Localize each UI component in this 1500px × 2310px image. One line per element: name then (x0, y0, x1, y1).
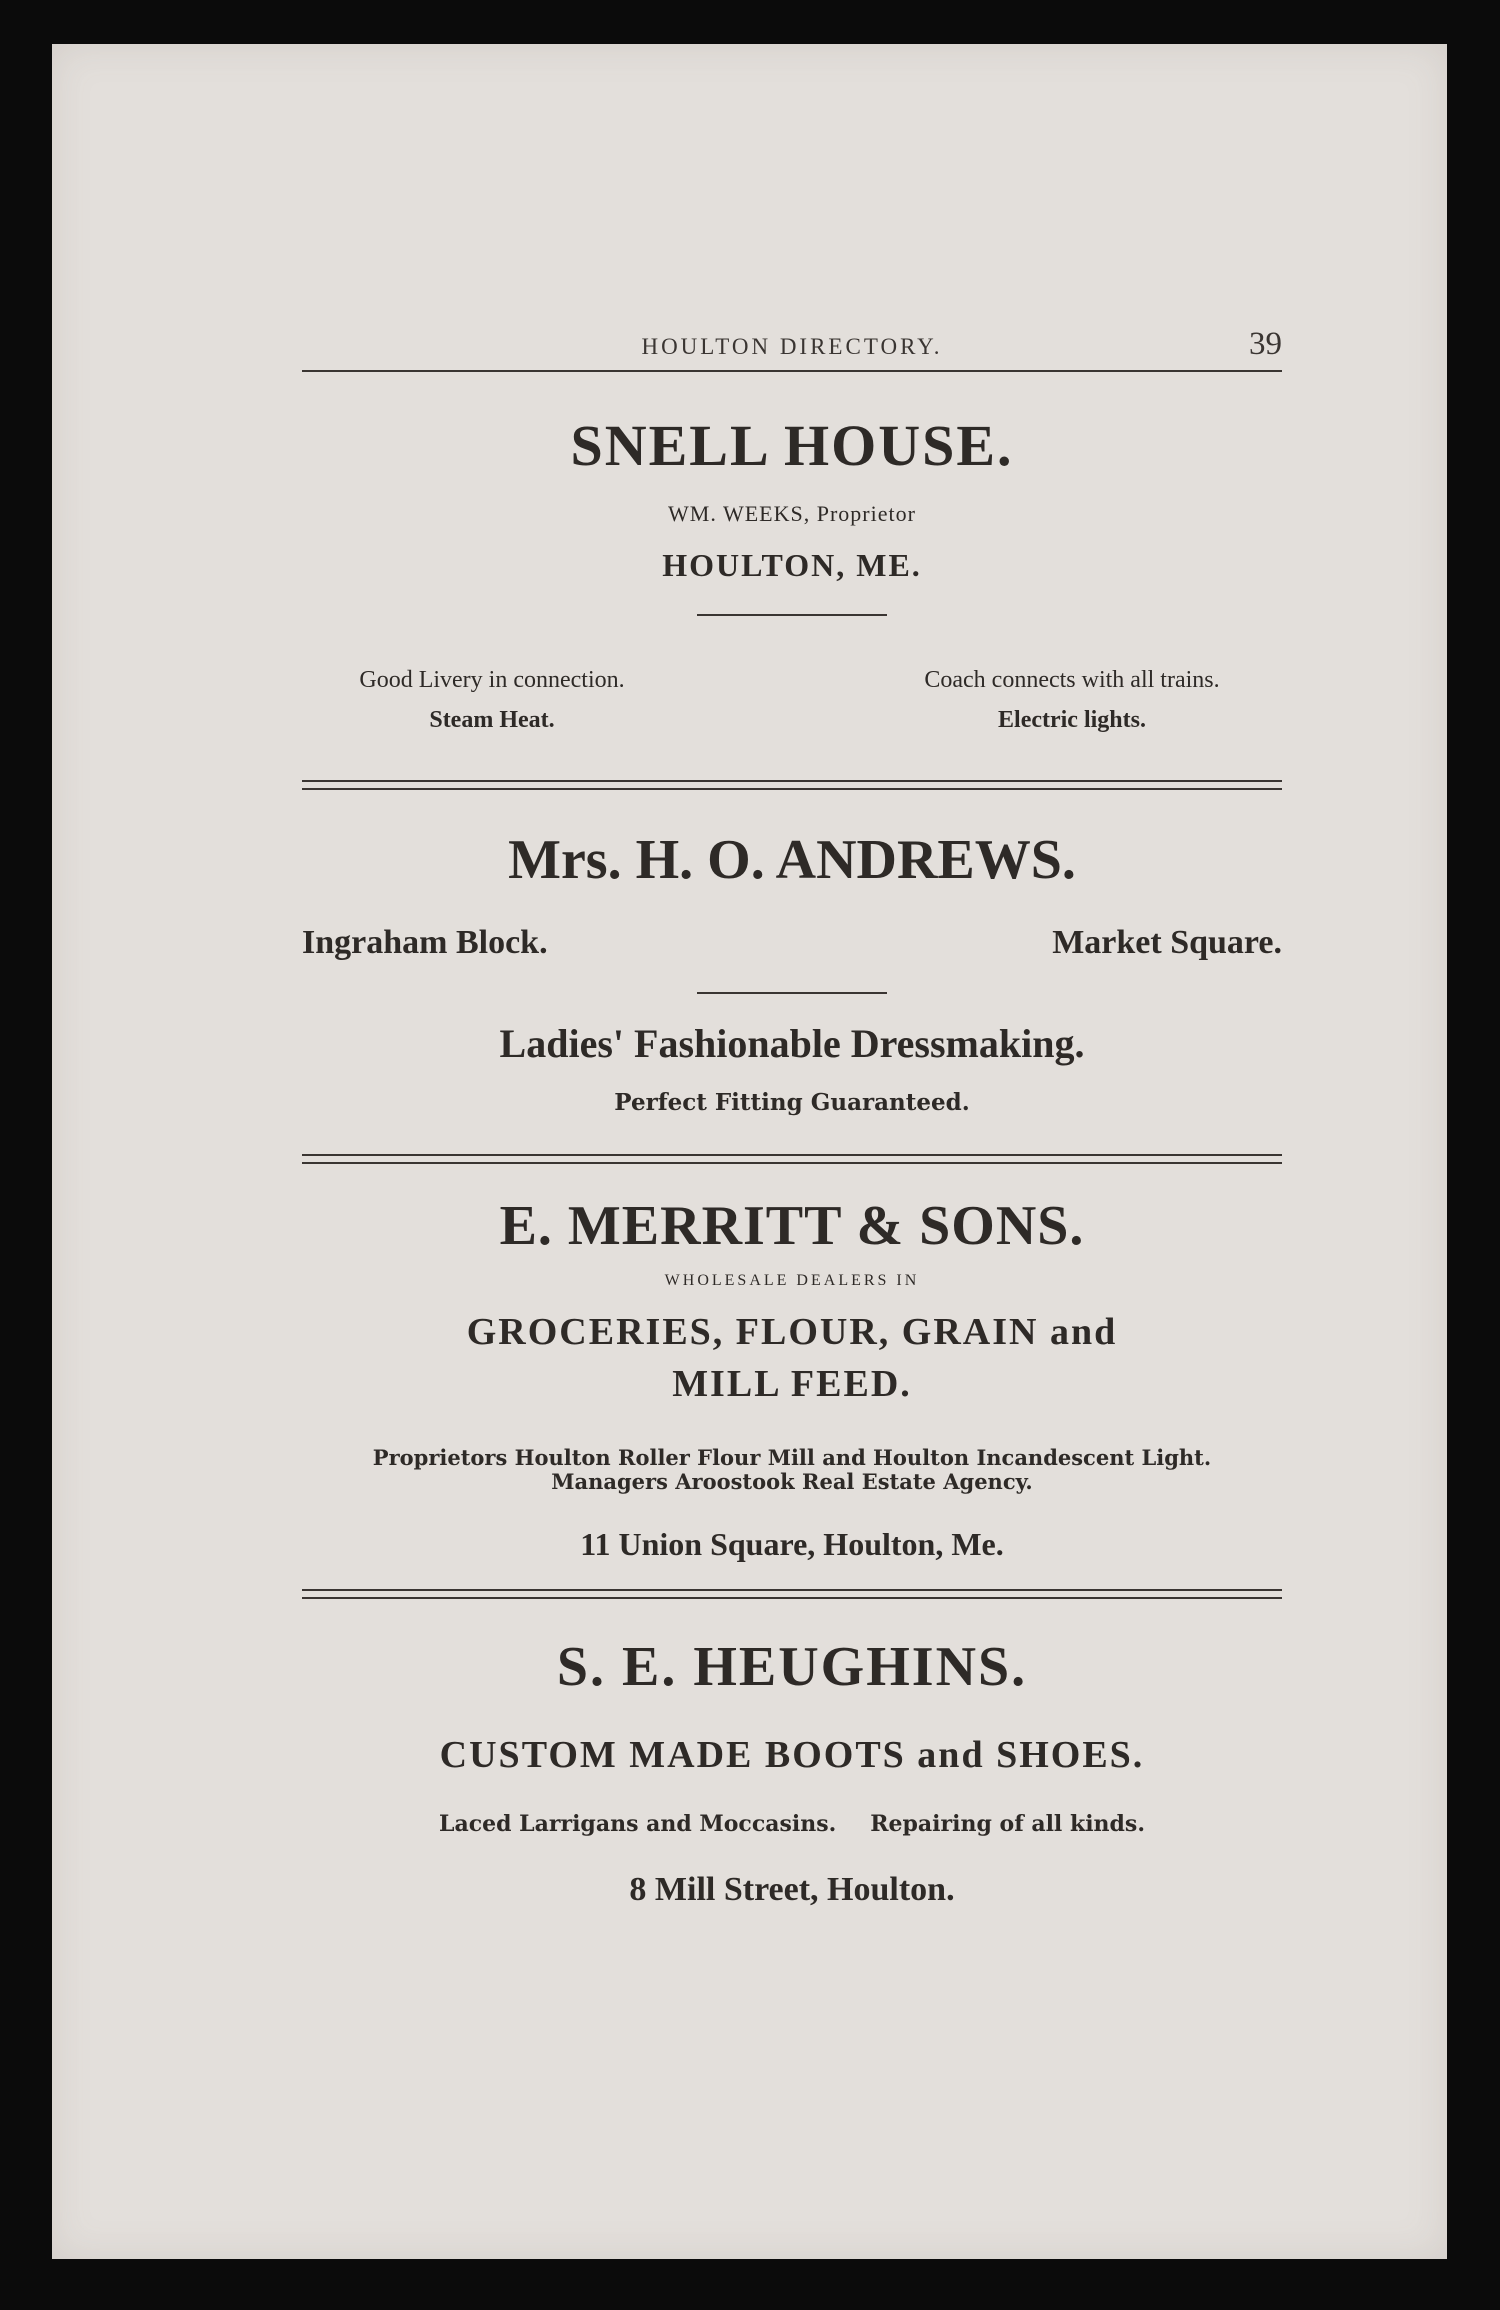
heughins-repairing: Repairing of all kinds. (870, 1811, 1145, 1837)
snell-features-left (302, 660, 682, 740)
snell-features-right (862, 660, 1282, 740)
snell-coach: Coach connects with all trains. (924, 667, 1220, 693)
heughins-larrigans: Laced Larrigans and Moccasins. (439, 1811, 837, 1837)
heughins-services (302, 1811, 1282, 1837)
merritt-wholesale: WHOLESALE DEALERS IN (664, 1272, 920, 1289)
snell-livery: Good Livery in connection. (359, 667, 625, 693)
merritt-goods (302, 1306, 1282, 1410)
merritt-proprietors (302, 1446, 1282, 1494)
ad-merritt (302, 1194, 1282, 1563)
ad-snell-house (302, 412, 1282, 740)
snell-steam-heat: Steam Heat. (429, 707, 555, 733)
andrews-subline: Perfect Fitting Guaranteed. (614, 1089, 970, 1116)
directory-page (52, 44, 1447, 2259)
andrews-heading: Mrs. H. O. ANDREWS. (508, 829, 1076, 891)
snell-location: HOULTON, ME. (662, 547, 922, 583)
double-divider (302, 1154, 1282, 1164)
ad-heughins (302, 1635, 1282, 1909)
andrews-locations (302, 924, 1282, 962)
merritt-address: 11 Union Square, Houlton, Me. (580, 1526, 1004, 1562)
snell-features (302, 660, 1282, 740)
snell-proprietor: WM. WEEKS, Proprietor (668, 501, 916, 526)
short-divider (697, 992, 887, 994)
merritt-goods-line-1: GROCERIES, FLOUR, GRAIN and (466, 1311, 1118, 1353)
running-head-title: HOULTON DIRECTORY. (641, 334, 943, 359)
page-number: 39 (1249, 326, 1282, 362)
andrews-ingraham: Ingraham Block. (302, 924, 548, 961)
andrews-tagline: Ladies' Fashionable Dressmaking. (499, 1021, 1085, 1066)
heughins-address: 8 Mill Street, Houlton. (629, 1871, 955, 1908)
page-content (302, 314, 1282, 1909)
short-divider (697, 614, 887, 616)
heughins-heading: S. E. HEUGHINS. (556, 1636, 1028, 1698)
heughins-goods: CUSTOM MADE BOOTS and SHOES. (439, 1734, 1145, 1776)
snell-electric: Electric lights. (998, 707, 1146, 733)
double-divider (302, 780, 1282, 790)
andrews-market: Market Square. (1052, 924, 1282, 961)
merritt-goods-line-2: MILL FEED. (672, 1363, 912, 1405)
merritt-props-line-1: Proprietors Houlton Roller Flour Mill and Houlton Incandescent Light. (372, 1445, 1212, 1470)
snell-house-heading: SNELL HOUSE. (570, 413, 1014, 478)
double-divider (302, 1589, 1282, 1599)
ad-andrews (302, 828, 1282, 1116)
running-head (302, 314, 1282, 372)
merritt-props-line-2: Managers Aroostook Real Estate Agency. (551, 1469, 1033, 1494)
merritt-heading: E. MERRITT & SONS. (499, 1195, 1085, 1257)
